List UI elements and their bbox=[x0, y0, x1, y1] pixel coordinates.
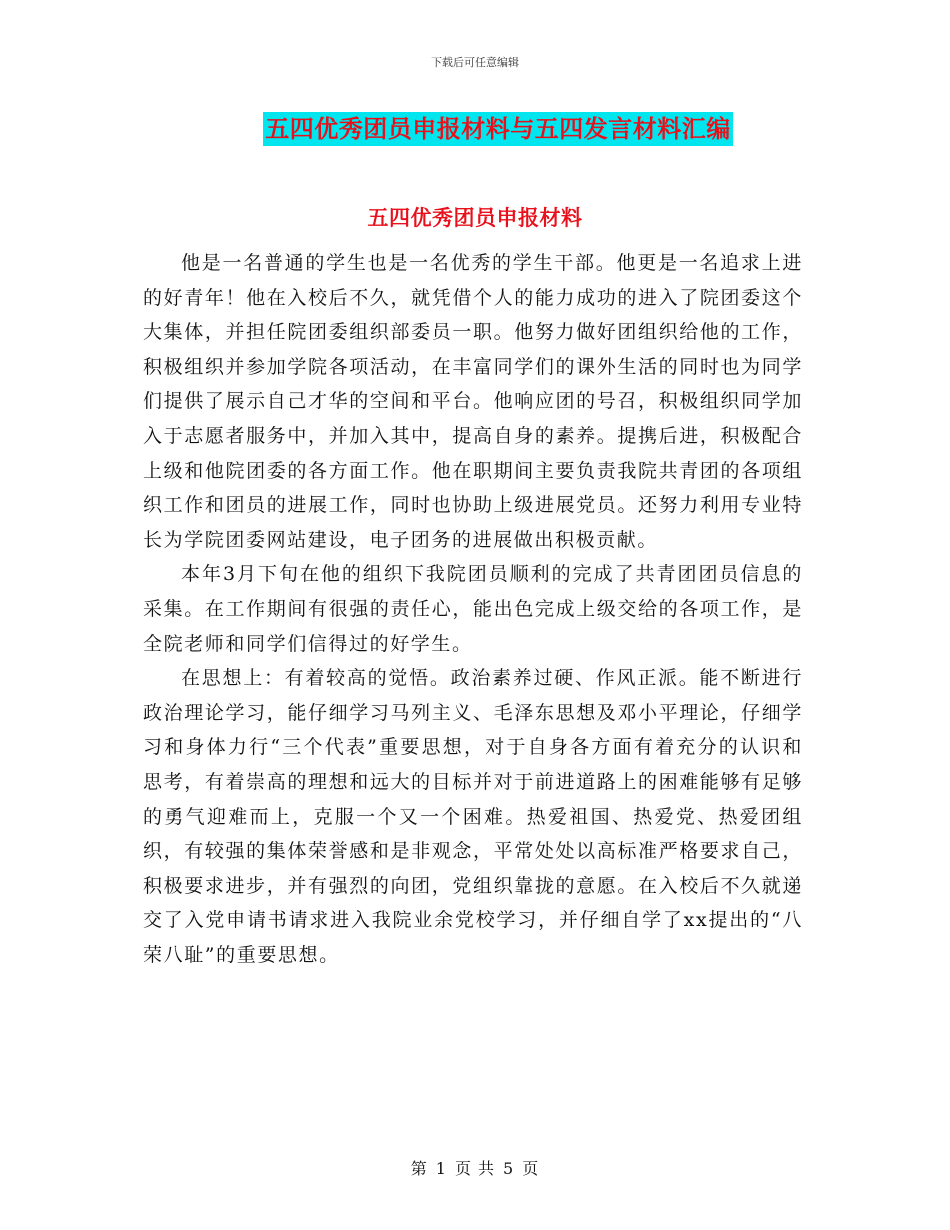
footer-middle: 页 共 bbox=[454, 1159, 496, 1178]
paragraph: 他是一名普通的学生也是一名优秀的学生干部。他更是一名追求上进的好青年！他在入校后不久，就凭借个人的能力成功的进入了院团委这个大集体，并担任院团委组织部委员一职。他努力做好团组织给他的工作，积极组织并参加学院各项活动，在丰富同学们的课外生活的同时也为同学们提供了展示自己才华的空间和平台。他响应团的号召，积极组织同学加入于志愿者服务中，并加入其中，提高自身的素养。提携后进，积极配合上级和他院团委的各方面工作。他在职期间主要负责我院共青团的各项组织工作和团员的进展工作，同时也协助上级进展党员。还努力利用专业特长为学院团委网站建设，电子团务的进展做出积极贡献。 bbox=[143, 252, 803, 551]
footer-prefix: 第 bbox=[410, 1159, 428, 1178]
document-title-wrap bbox=[0, 112, 950, 146]
header-note: 下载后可任意编辑 bbox=[431, 56, 519, 69]
footer-suffix: 页 bbox=[522, 1159, 540, 1178]
body-text bbox=[143, 246, 803, 972]
page-footer bbox=[0, 1156, 950, 1179]
current-page-number: 1 bbox=[435, 1159, 447, 1178]
paragraph: 本年3月下旬在他的组织下我院团员顺利的完成了共青团团员信息的采集。在工作期间有很强的责任心，能出色完成上级交给的各项工作，是全院老师和同学们信得过的好学生。 bbox=[143, 563, 803, 655]
paragraph: 在思想上：有着较高的觉悟。政治素养过硬、作风正派。能不断进行政治理论学习，能仔细学习马列主义、毛泽东思想及邓小平理论，仔细学习和身体力行“三个代表”重要思想，对于自身各方面有着充分的认识和思考，有着崇高的理想和远大的目标并对于前进道路上的困难能够有足够的勇气迎难而上，克服一个又一个困难。热爱祖国、热爱党、热爱团组织，有较强的集体荣誉感和是非观念，平常处处以高标准严格要求自己，积极要求进步，并有强烈的向团，党组织靠拢的意愿。在入校后不久就递交了入党申请书请求进入我院业余党校学习，并仔细自学了xx提出的“八荣八耻”的重要思想。 bbox=[143, 667, 803, 966]
document-title: 五四优秀团员申报材料与五四发言材料汇编 bbox=[263, 112, 733, 146]
total-pages-number: 5 bbox=[503, 1159, 515, 1178]
section-title: 五四优秀团员申报材料 bbox=[367, 206, 583, 230]
